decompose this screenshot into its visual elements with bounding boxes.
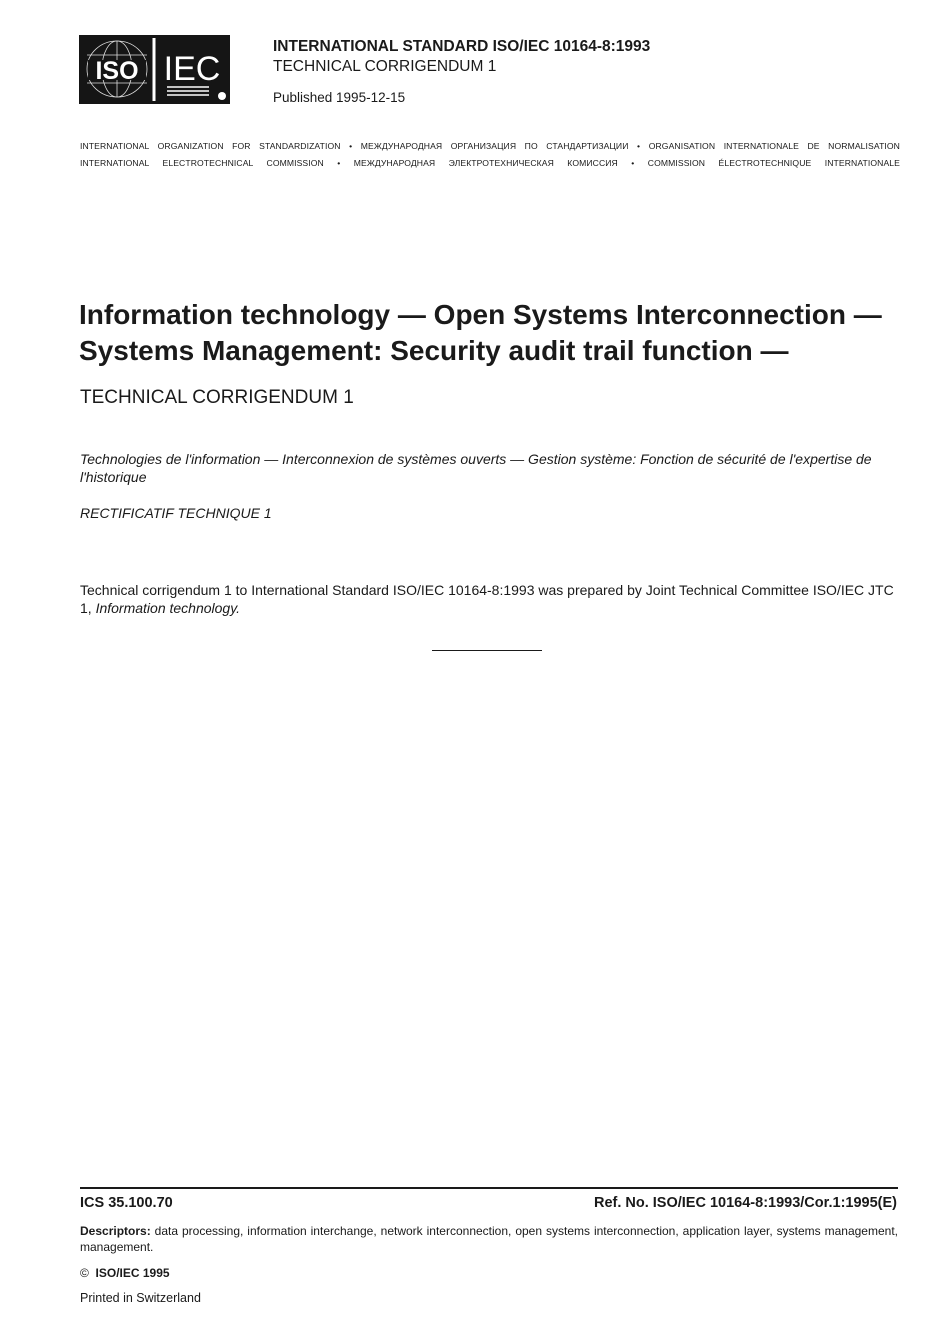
body-text: Technical corrigendum 1 to International Standard ISO/IEC 10164-8:1993 was prepared by Joint Technical Committee ISO/IEC JTC 1, bbox=[80, 582, 894, 616]
descriptors-text: data processing, information interchange, network interconnection, open systems interconnection, application layer, systems management, management. bbox=[80, 1224, 898, 1254]
body-committee-name: Information technology. bbox=[95, 600, 241, 616]
copyright bbox=[80, 1266, 170, 1280]
organization-line-iec: INTERNATIONAL ELECTROTECHNICAL COMMISSION • МЕЖДУНАРОДНАЯ ЭЛЕКТРОТЕХНИЧЕСКАЯ КОМИССИЯ • COMMISSION ÉLECTROTECHNIQUE INTERNATIONALE bbox=[80, 158, 900, 168]
copyright-text: ISO/IEC 1995 bbox=[95, 1266, 170, 1280]
printed-in: Printed in Switzerland bbox=[80, 1291, 201, 1305]
reference-number: Ref. No. ISO/IEC 10164-8:1993/Cor.1:1995(E) bbox=[593, 1195, 897, 1211]
logo-iso-text: ISO bbox=[95, 57, 139, 85]
logo-iec-text: IEC bbox=[163, 50, 221, 88]
copyright-symbol: © bbox=[80, 1266, 89, 1280]
ics-code: ICS 35.100.70 bbox=[80, 1195, 173, 1211]
organization-line-iso: INTERNATIONAL ORGANIZATION FOR STANDARDIZATION • МЕЖДУНАРОДНАЯ ОРГАНИЗАЦИЯ ПО СТАНДАРТИЗАЦИИ • ORGANISATION INTERNATIONALE DE NORMALISATION bbox=[80, 141, 900, 151]
separator-line bbox=[432, 650, 542, 651]
document-subtitle: TECHNICAL CORRIGENDUM 1 bbox=[80, 387, 354, 408]
french-subtitle: RECTIFICATIF TECHNIQUE 1 bbox=[80, 505, 272, 521]
corrigendum-label: TECHNICAL CORRIGENDUM 1 bbox=[273, 58, 497, 75]
footer-rule bbox=[80, 1187, 898, 1189]
iso-iec-logo bbox=[79, 35, 230, 104]
document-title: Information technology — Open Systems Interconnection — Systems Management: Security audit trail function — bbox=[79, 299, 882, 366]
french-title: Technologies de l'information — Interconnexion de systèmes ouverts — Gestion système: Fonction de sécurité de l'expertise de l'historique bbox=[80, 451, 872, 485]
standard-number: INTERNATIONAL STANDARD ISO/IEC 10164-8:1993 bbox=[273, 38, 651, 55]
publication-date: Published 1995-12-15 bbox=[273, 90, 406, 105]
descriptors bbox=[80, 1223, 898, 1255]
body-paragraph bbox=[80, 581, 895, 617]
descriptors-label: Descriptors: bbox=[80, 1224, 151, 1238]
